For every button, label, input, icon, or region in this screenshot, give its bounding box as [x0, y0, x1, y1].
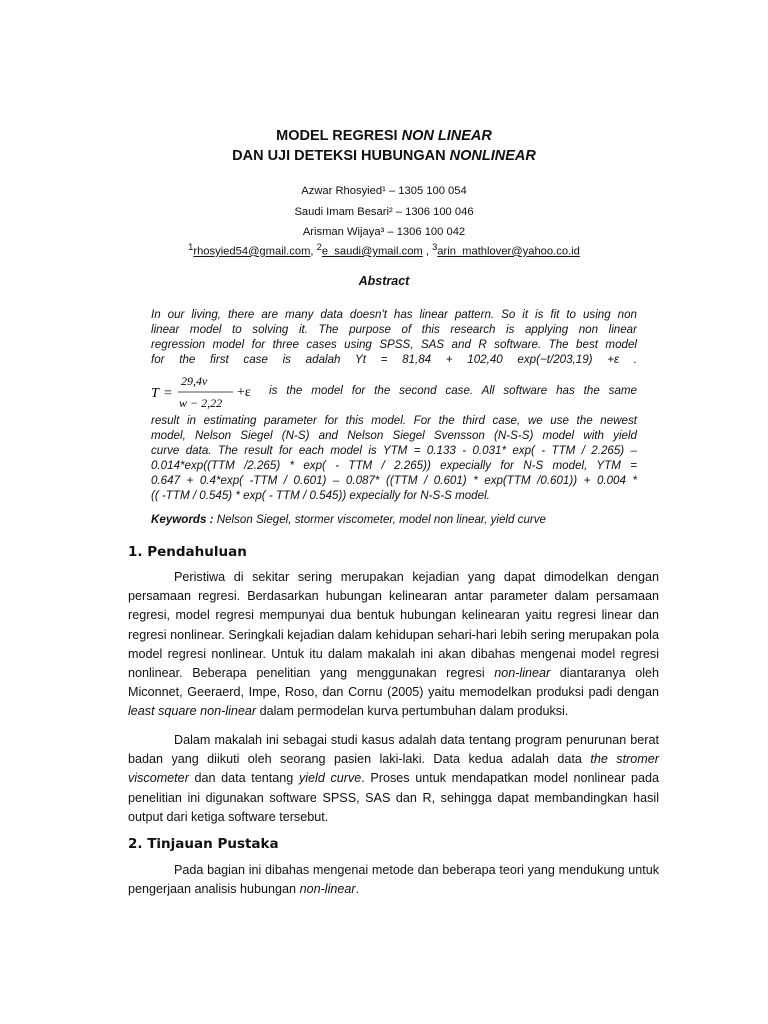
formula-lhs: T	[151, 386, 159, 401]
abstract-line: curve data. The result for each model is YTM = 0.133 - 0.031* exp( - TTM / 2.265) –	[151, 444, 637, 457]
keywords-label: Keywords :	[151, 513, 214, 526]
abstract-line: for the first case is adalah Yt = 81,84 + 102,40 exp(−t/203,19) +ε .	[151, 353, 637, 366]
title-italic-text: NONLINEAR	[449, 148, 536, 164]
formula-equals: =	[164, 386, 172, 401]
formula-numerator: 29,4v	[181, 374, 208, 388]
section-2-paragraph-1	[128, 861, 659, 899]
abstract-line: In our living, there are many data doesn't has linear pattern. So it is fit to using non	[151, 308, 637, 321]
formula-description: is the model for the second case. All software has the same	[269, 384, 637, 397]
title-text: DAN UJI DETEKSI HUBUNGAN	[232, 148, 450, 164]
body-text: diantaranya oleh Miconnet, Geeraerd, Impe, Roso, dan Cornu (2005) yaitu memodelkan produksi padi dengan	[128, 666, 660, 700]
email-link-3[interactable]: arin_mathlover@yahoo.co.id	[437, 245, 580, 258]
body-text: Pada bagian ini dibahas mengenai metode dan beberapa teori yang mendukung untuk pengerjaan analisis hubungan	[128, 863, 659, 897]
body-italic: the stromer viscometer	[128, 752, 659, 786]
email-link-1[interactable]: rhosyied54@gmail.com	[193, 245, 311, 258]
body-text: .	[355, 882, 360, 897]
body-italic: least square non-linear	[128, 704, 257, 719]
formula-tail: +ε	[237, 385, 251, 400]
abstract-line: 0.014*exp((TTM /2.265) * exp( - TTM / 2.265)) expecially for N-S model, YTM =	[151, 459, 637, 472]
author-1: Azwar Rhosyied¹ – 1305 100 054	[301, 185, 467, 197]
author-3: Arisman Wijaya³ – 1306 100 042	[302, 226, 466, 238]
abstract-line: model, Nelson Siegel (N-S) and Nelson Siegel Svensson (N-S-S) model with yield	[151, 429, 637, 442]
section-1-paragraph-2	[128, 731, 659, 827]
section-1-paragraph-1	[128, 568, 659, 722]
keywords	[151, 513, 637, 526]
author-emails	[0, 240, 768, 259]
abstract-heading: Abstract	[358, 274, 410, 288]
keywords-text: Nelson Siegel, stormer viscometer, model non linear, yield curve	[213, 513, 547, 526]
email-separator: ,	[310, 245, 317, 258]
abstract-line: result in estimating parameter for this model. For the third case, we use the newest	[151, 414, 637, 427]
abstract-line: regression model for three cases using SPSS, SAS and R software. The best model	[151, 338, 637, 351]
body-text: dan data tentang	[188, 771, 299, 786]
section-heading-2: 2. Tinjauan Pustaka	[128, 836, 279, 852]
body-text: Peristiwa di sekitar sering merupakan kejadian yang dapat dimodelkan dengan persamaan regresi. Berdasarkan hubungan kelinearan antar parameter dalam persamaan regresi, model regresi mempunyai dua bentuk hubungan kelinearan yaitu regresi linear dan regresi nonlinear. Seringkali kejadian dalam kehidupan sehari-hari lebih sering merupakan pola model regresi nonlinear. Untuk itu dalam makalah ini akan dibahas mengenai model regresi nonlinear. Beberapa penelitian yang menggunakan regresi	[128, 570, 659, 681]
email-separator: ,	[422, 245, 433, 258]
body-text: . Proses untuk mendapatkan model nonlinear pada penelitian ini digunakan software SPSS, SAS dan R, sehingga dapat membandingkan hasil output dari ketiga software tersebut.	[128, 771, 659, 824]
abstract-line: 0.647 + 0.4*exp( -TTM / 0.601) – 0.087* ((TTM / 0.601) * exp(TTM /0.601)) + 0.004 *	[151, 474, 637, 487]
body-text: dalam permodelan kurva pertumbuhan dalam produksi.	[256, 704, 569, 719]
section-heading-1: 1. Pendahuluan	[128, 544, 247, 560]
body-italic: yield curve	[298, 771, 362, 786]
abstract-line: (( -TTM / 0.545) * exp( - TTM / 0.545)) expecially for N-S-S model.	[151, 489, 490, 502]
abstract-line: linear model to solving it. The purpose of this research is applying non linear	[151, 323, 637, 336]
author-2: Saudi Imam Besari² – 1306 100 046	[294, 206, 474, 218]
body-italic: non-linear	[299, 882, 356, 897]
email-link-2[interactable]: e_saudi@ymail.com	[321, 245, 423, 258]
email-sup-2: 2	[316, 242, 322, 252]
email-sup-3: 3	[432, 242, 438, 252]
body-italic: non-linear	[494, 666, 551, 681]
title-italic-text: NON LINEAR	[401, 128, 492, 144]
body-text: Dalam makalah ini sebagai studi kasus adalah data tentang program penurunan berat badan yang diikuti oleh seorang pasien laki-laki. Data kedua adalah data	[128, 733, 659, 767]
email-sup-1: 1	[188, 242, 194, 252]
paper-title-line-2	[0, 147, 768, 165]
paper-title-line-1	[0, 127, 768, 145]
formula-row	[151, 372, 637, 414]
formula-equation	[151, 372, 269, 414]
formula-denominator: w − 2,22	[179, 396, 223, 410]
title-text: MODEL REGRESI	[276, 128, 402, 144]
